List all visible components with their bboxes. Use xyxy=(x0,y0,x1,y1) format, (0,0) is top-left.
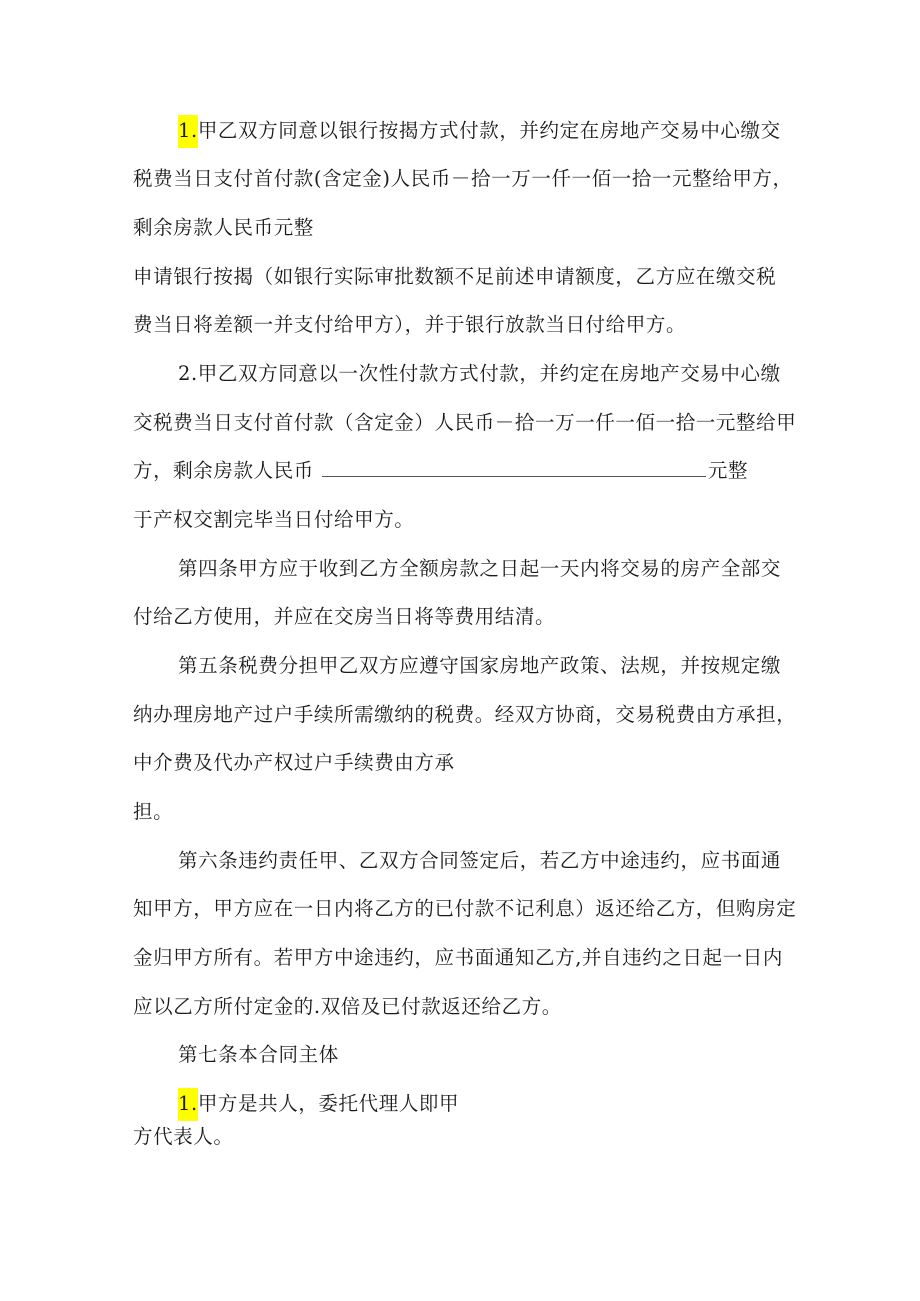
highlighted-number: 1. xyxy=(178,115,198,148)
paragraph-2-line-3-start: 方，剩余房款人民币 xyxy=(133,459,314,482)
paragraph-1-line-1 xyxy=(178,116,781,146)
paragraph-1-line-5: 费当日将差额一并支付给甲方），并于银行放款当日付给甲方。 xyxy=(133,313,687,336)
article-6-line-3: 金归甲方所有。若甲方中途违约，应书面通知乙方,并自违约之日起一日内 xyxy=(133,946,783,969)
paragraph-2-line-4: 于产权交割完毕当日付给甲方。 xyxy=(133,508,415,531)
paragraph-1-line-2: 税费当日支付首付款(含定金)人民币－拾一万一仟一佰一拾一元整给甲方， xyxy=(133,167,793,190)
paragraph-1-text: 甲乙双方同意以银行按揭方式付款，并约定在房地产交易中心缴交 xyxy=(197,119,781,142)
paragraph-2-line-3 xyxy=(133,456,748,486)
paragraph-2-line-1: 2.甲乙双方同意以一次性付款方式付款，并约定在房地产交易中心缴 xyxy=(178,362,781,385)
article-4-line-1: 第四条甲方应于收到乙方全额房款之日起一天内将交易的房产全部交 xyxy=(178,557,782,580)
article-6-line-1: 第六条违约责任甲、乙双方合同签定后，若乙方中途违约，应书面通 xyxy=(178,849,782,872)
article-5-line-2: 纳办理房地产过户手续所需缴纳的税费。经双方协商，交易税费由方承担， xyxy=(133,703,797,726)
article-6-line-2: 知甲方，甲方应在一日内将乙方的已付款不记利息）返还给乙方，但购房定 xyxy=(133,897,797,920)
article-5-line-4: 担。 xyxy=(133,800,174,823)
paragraph-1-line-4: 申请银行按揭（如银行实际审批数额不足前述申请额度，乙方应在缴交税 xyxy=(133,265,777,288)
article-7-heading: 第七条本合同主体 xyxy=(178,1043,339,1066)
article-5-line-3: 中介费及代办产权过户手续费由方承 xyxy=(133,751,455,774)
article-5-line-1: 第五条税费分担甲乙双方应遵守国家房地产政策、法规，并按规定缴 xyxy=(178,654,782,677)
article-7-line-1 xyxy=(178,1089,459,1119)
paragraph-2-line-2: 交税费当日支付首付款（含定金）人民币－拾一万一仟一佰一拾一元整给甲 xyxy=(133,411,797,434)
highlighted-number: 1. xyxy=(178,1088,198,1121)
paragraph-2-line-3-end: 元整 xyxy=(707,459,749,482)
article-7-line-2: 方代表人。 xyxy=(133,1125,234,1148)
amount-blank-field xyxy=(322,456,706,477)
article-4-line-2: 付给乙方使用，并应在交房当日将等费用结清。 xyxy=(133,605,556,628)
paragraph-1-line-3: 剩余房款人民币元整 xyxy=(133,216,314,239)
article-7-text: 甲方是共人，委托代理人即甲 xyxy=(197,1092,460,1115)
article-6-line-4: 应以乙方所付定金的.双倍及已付款返还给乙方。 xyxy=(133,995,562,1018)
